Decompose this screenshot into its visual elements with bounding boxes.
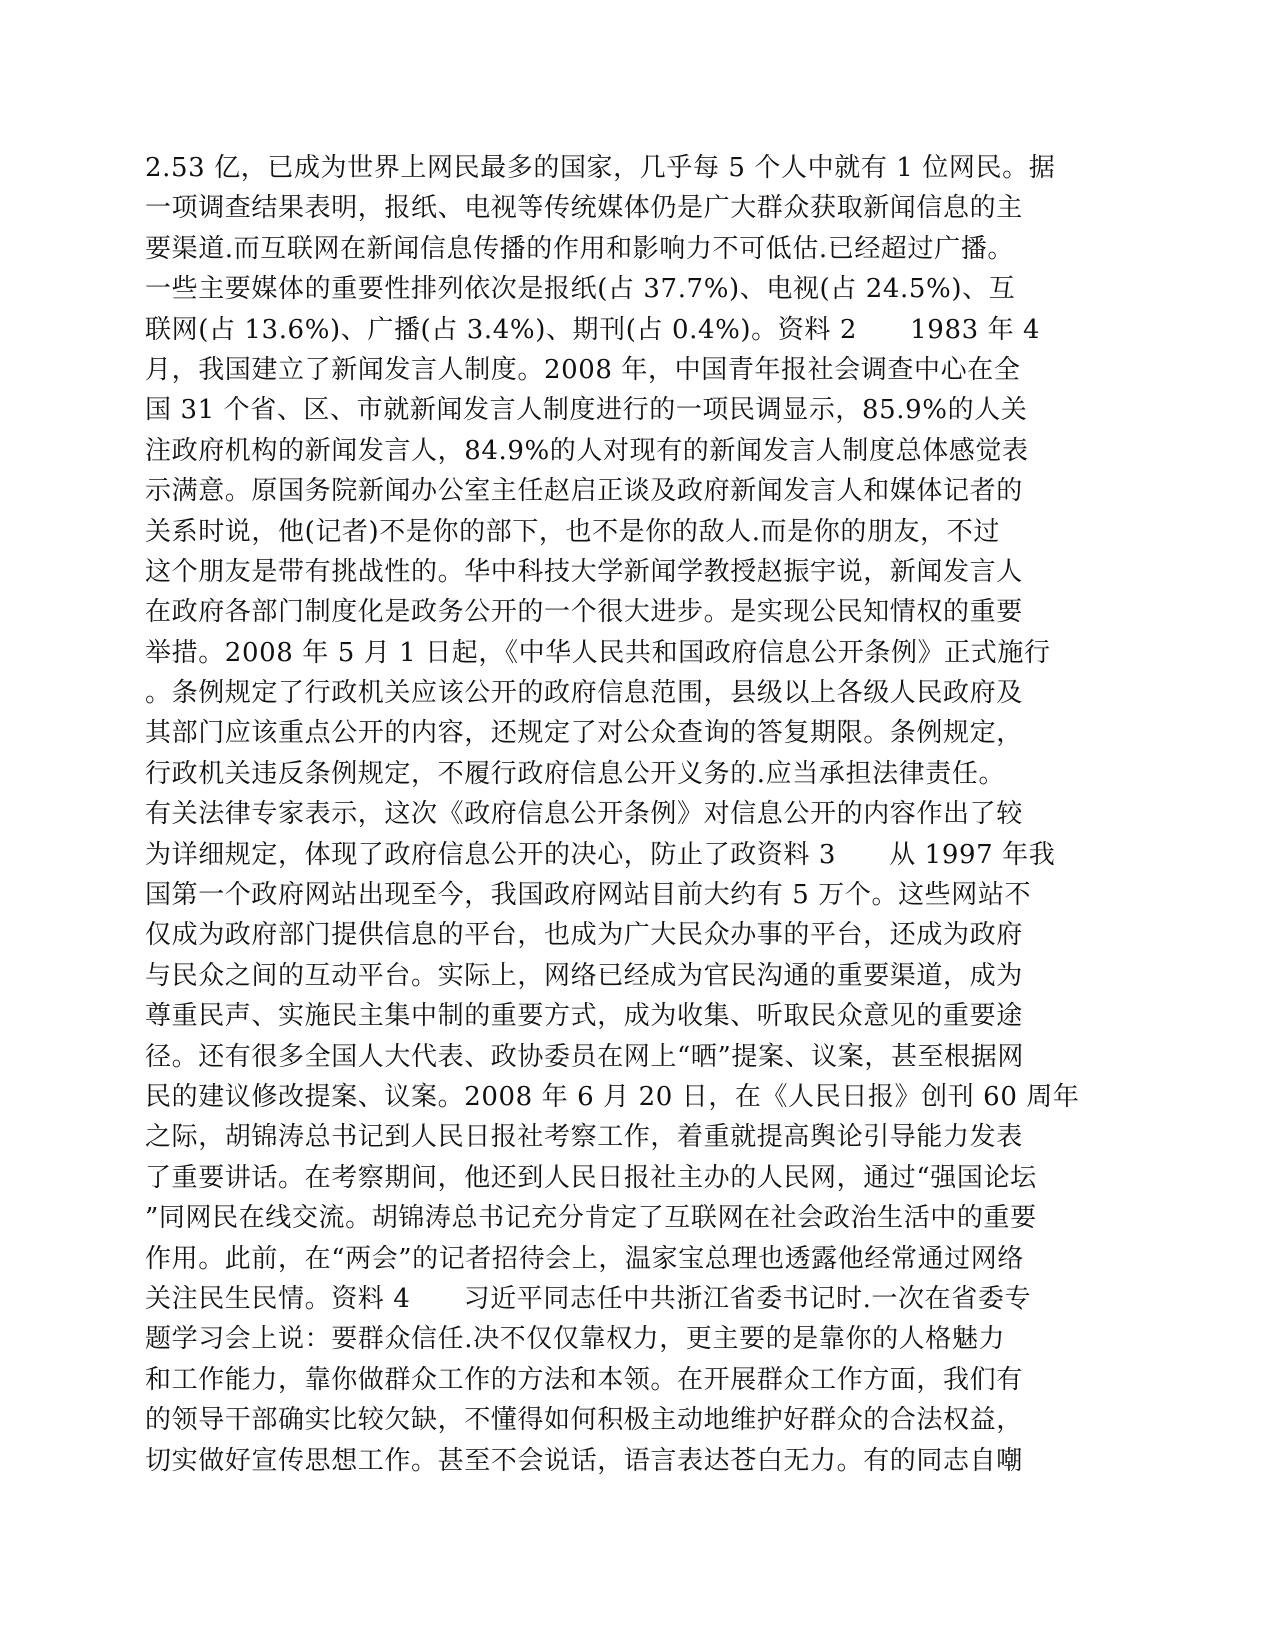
- text-line: 仅成为政府部门提供信息的平台，也成为广大民众办事的平台，还成为政府: [145, 920, 1023, 951]
- text-line: 举措。2008 年 5 月 1 日起，《中华人民共和国政府信息公开条例》正式施行: [145, 637, 1051, 668]
- text-line: 了重要讲话。在考察期间，他还到人民日报社主办的人民网，通过“强国论坛: [145, 1162, 1037, 1193]
- text-line: ”同网民在线交流。胡锦涛总书记充分肯定了互联网在社会政治生活中的重要: [145, 1203, 1037, 1234]
- text-line: 在政府各部门制度化是政务公开的一个很大进步。是实现公民知情权的重要: [145, 597, 1023, 628]
- text-line: 行政机关违反条例规定，不履行政府信息公开义务的.应当承担法律责任。: [145, 758, 1006, 789]
- text-line: 一些主要媒体的重要性排列依次是报纸(占 37.7%)、电视(占 24.5%)、互: [145, 274, 1016, 305]
- text-line: 。条例规定了行政机关应该公开的政府信息范围，县级以上各级人民政府及: [145, 678, 1023, 709]
- text-line: 国第一个政府网站出现至今，我国政府网站目前大约有 5 万个。这些网站不: [145, 880, 1032, 911]
- text-line: 题学习会上说：要群众信任.决不仅仅靠权力，更主要的是靠你的人格魅力: [145, 1324, 1006, 1355]
- text-line: 2.53 亿，已成为世界上网民最多的国家，几乎每 5 个人中就有 1 位网民。据: [145, 153, 1056, 183]
- text-line: 之际，胡锦涛总书记到人民日报社考察工作，着重就提高舆论引导能力发表: [145, 1122, 1023, 1153]
- text-line: 为详细规定，体现了政府信息公开的决心，防止了政资料 3 从 1997 年我: [145, 839, 1056, 870]
- body-text: [145, 148, 1080, 1481]
- text-line: 示满意。原国务院新闻办公室主任赵启正谈及政府新闻发言人和媒体记者的: [145, 476, 1023, 507]
- text-line: 要渠道.而互联网在新闻信息传播的作用和影响力不可低估.已经超过广播。: [145, 233, 1014, 264]
- text-line: 月，我国建立了新闻发言人制度。2008 年，中国青年报社会调查中心在全: [145, 354, 1021, 385]
- text-line: 联网(占 13.6%)、广播(占 3.4%)、期刊(占 0.4%)。资料 2 1983 年 4: [145, 314, 1041, 345]
- text-line: 作用。此前，在“两会”的记者招待会上，温家宝总理也透露他经常通过网络: [145, 1243, 1024, 1274]
- text-line: 切实做好宣传思想工作。甚至不会说话，语言表达苍白无力。有的同志自嘲: [145, 1445, 1023, 1476]
- text-line: 径。还有很多全国人大代表、政协委员在网上“晒”提案、议案，甚至根据网: [145, 1041, 1024, 1072]
- text-line: 的领导干部确实比较欠缺，不懂得如何积极主动地维护好群众的合法权益，: [145, 1405, 1023, 1436]
- text-line: 一项调查结果表明，报纸、电视等传统媒体仍是广大群众获取新闻信息的主: [145, 193, 1023, 224]
- text-line: 注政府机构的新闻发言人，84.9%的人对现有的新闻发言人制度总体感觉表: [145, 435, 1029, 466]
- text-line: 与民众之间的互动平台。实际上，网络已经成为官民沟通的重要渠道，成为: [145, 960, 1023, 991]
- text-line: 和工作能力，靠你做群众工作的方法和本领。在开展群众工作方面，我们有: [145, 1364, 1023, 1395]
- text-line: 其部门应该重点公开的内容，还规定了对公众查询的答复期限。条例规定，: [145, 718, 1023, 749]
- text-line: 关系时说，他(记者)不是你的部下，也不是你的敌人.而是你的朋友，不过: [145, 516, 1000, 547]
- text-line: 国 31 个省、区、市就新闻发言人制度进行的一项民调显示，85.9%的人关: [145, 395, 1028, 426]
- text-line: 民的建议修改提案、议案。2008 年 6 月 20 日，在《人民日报》创刊 60 周年: [145, 1081, 1080, 1112]
- text-line: 关注民生民情。资料 4 习近平同志任中共浙江省委书记时.一次在省委专: [145, 1283, 1032, 1314]
- text-line: 这个朋友是带有挑战性的。华中科技大学新闻学教授赵振宇说，新闻发言人: [145, 556, 1023, 587]
- text-line: 尊重民声、实施民主集中制的重要方式，成为收集、听取民众意见的重要途: [145, 1001, 1023, 1032]
- text-line: 有关法律专家表示，这次《政府信息公开条例》对信息公开的内容作出了较: [145, 799, 1023, 830]
